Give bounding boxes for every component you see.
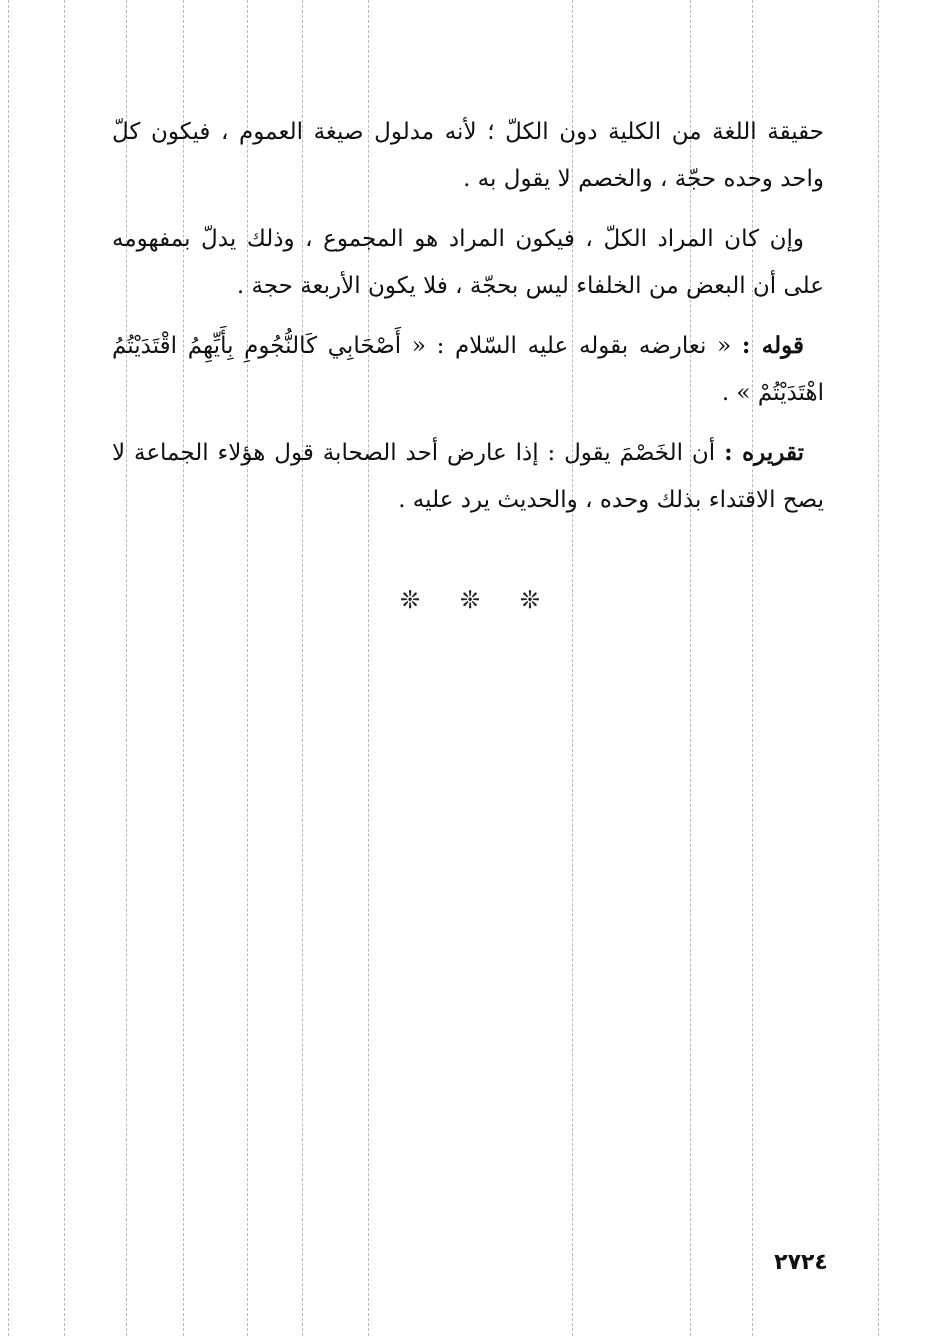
page-body-text bbox=[112, 108, 824, 524]
paragraph-text: « نعارضه بقوله عليه السّلام : « أَصْحَابِي كَالنُّجُومِ بِأَيِّهِمُ اقْتَدَيْتُمُ اهْتَدَيْتُمْ » . bbox=[112, 333, 824, 406]
scan-guide-line bbox=[878, 0, 879, 1336]
paragraph-lead: تقريره : bbox=[724, 439, 804, 466]
paragraph-text: وإن كان المراد الكلّ ، فيكون المراد هو المجموع ، وذلك يدلّ بمفهومه على أن البعض من الخلفاء ليس بحجّة ، فلا يكون الأربعة حجة . bbox=[112, 226, 824, 299]
paragraph-text: أن الخَصْمَ يقول : إذا عارض أحد الصحابة قول هؤلاء الجماعة لا يصح الاقتداء بذلك وحده ، والحديث يرد عليه . bbox=[112, 440, 824, 513]
paragraph bbox=[112, 429, 824, 524]
scan-guide-line bbox=[8, 0, 9, 1336]
paragraph bbox=[112, 322, 824, 417]
scan-guide-line bbox=[64, 0, 65, 1336]
paragraph-text: حقيقة اللغة من الكلية دون الكلّ ؛ لأنه مدلول صيغة العموم ، فيكون كلّ واحد وحده حجّة ، والخصم لا يقول به . bbox=[112, 119, 824, 192]
section-divider bbox=[400, 586, 540, 614]
asterism-icon: ❊ bbox=[459, 586, 481, 614]
asterism-icon: ❊ bbox=[400, 586, 421, 614]
page-number: ٢٧٢٤ bbox=[774, 1250, 828, 1275]
asterism-icon: ❊ bbox=[519, 586, 540, 614]
paragraph bbox=[112, 108, 824, 203]
paragraph-lead: قوله : bbox=[741, 332, 804, 359]
paragraph bbox=[112, 215, 824, 310]
